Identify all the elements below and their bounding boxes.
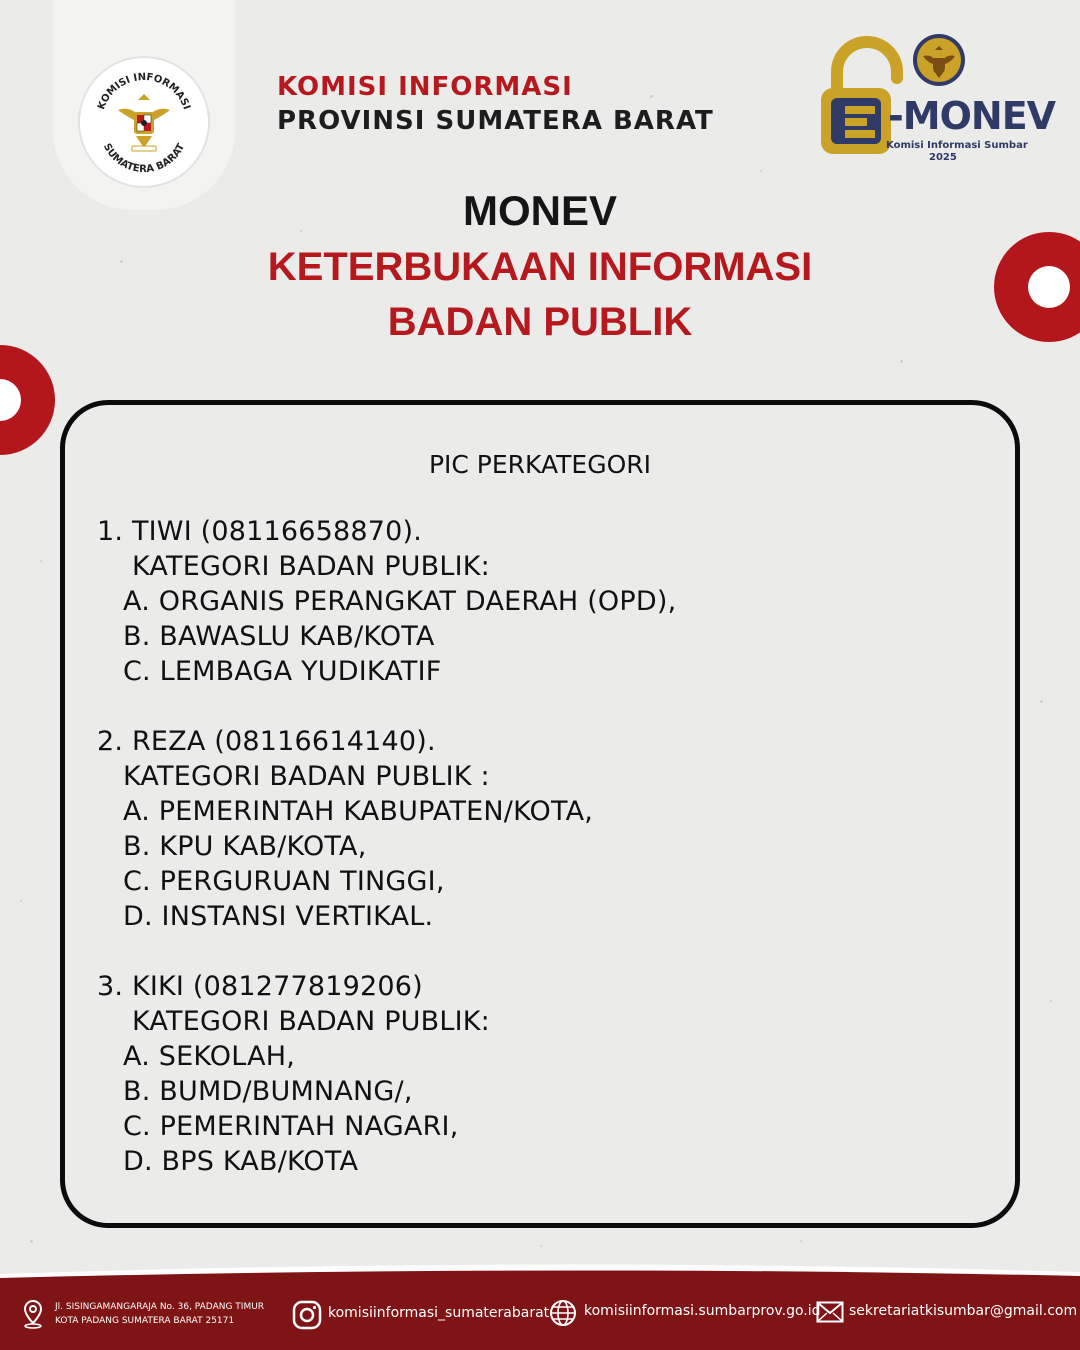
- org-name-line1: KOMISI INFORMASI: [277, 72, 573, 102]
- komisi-informasi-seal-logo: [80, 58, 208, 186]
- decorative-ring-left: [0, 345, 55, 455]
- pic-1-category-label: KATEGORI BADAN PUBLIK:: [132, 551, 490, 582]
- instagram-icon: [292, 1300, 322, 1330]
- mail-icon: [816, 1301, 844, 1323]
- e-monev-logo-subtitle: Komisi Informasi Sumbar: [886, 140, 1028, 151]
- org-name-line2: PROVINSI SUMATERA BARAT: [277, 106, 714, 136]
- pic-2-item-d: D. INSTANSI VERTIKAL.: [123, 901, 434, 932]
- pic-3-category-label: KATEGORI BADAN PUBLIK:: [132, 1006, 490, 1037]
- pic-2-item-b: B. KPU KAB/KOTA,: [123, 831, 367, 862]
- pic-2-category-label: KATEGORI BADAN PUBLIK :: [123, 761, 490, 792]
- garuda-emblem-icon: [80, 58, 208, 186]
- pic-3-item-d: D. BPS KAB/KOTA: [123, 1146, 359, 1177]
- pic-3-item-a: A. SEKOLAH,: [123, 1041, 296, 1072]
- pic-1-item-a: A. ORGANIS PERANGKAT DAERAH (OPD),: [123, 586, 677, 617]
- page-title-keterbukaan: KETERBUKAAN INFORMASI: [267, 245, 813, 289]
- svg-text:SUMATERA BARAT: SUMATERA BARAT: [100, 141, 188, 176]
- e-monev-logo-title: -MONEV: [888, 94, 1056, 138]
- e-monev-logo-year: 2025: [929, 152, 957, 163]
- pic-1-item-c: C. LEMBAGA YUDIKATIF: [123, 656, 442, 687]
- footer-instagram-handle[interactable]: komisiinformasi_sumaterabarat: [328, 1305, 550, 1321]
- pic-3-item-c: C. PEMERINTAH NAGARI,: [123, 1111, 459, 1142]
- pic-3-item-b: B. BUMD/BUMNANG/,: [123, 1076, 413, 1107]
- pic-2-item-c: C. PERGURUAN TINGGI,: [123, 866, 445, 897]
- footer-address-line2: KOTA PADANG SUMATERA BARAT 25171: [55, 1316, 235, 1326]
- footer-website[interactable]: komisiinformasi.sumbarprov.go.id: [584, 1303, 821, 1319]
- footer-address-line1: Jl. SISINGAMANGARAJA No. 36, PADANG TIMUR: [55, 1302, 265, 1312]
- page-title-monev: MONEV: [462, 187, 617, 234]
- card-heading: PIC PERKATEGORI: [428, 450, 652, 479]
- pic-2-item-a: A. PEMERINTAH KABUPATEN/KOTA,: [123, 796, 594, 827]
- pic-3-name: 3. KIKI (081277819206): [97, 971, 423, 1002]
- footer-email[interactable]: sekretariatkisumbar@gmail.com: [849, 1303, 1078, 1319]
- pic-2-name: 2. REZA (08116614140).: [97, 726, 436, 757]
- globe-icon: [548, 1298, 578, 1328]
- location-icon: [22, 1299, 44, 1329]
- pic-1-name: 1. TIWI (08116658870).: [97, 516, 423, 547]
- pic-1-item-b: B. BAWASLU KAB/KOTA: [123, 621, 435, 652]
- page-title-badan-publik: BADAN PUBLIK: [387, 300, 693, 344]
- svg-text:KOMISI INFORMASI: KOMISI INFORMASI: [96, 71, 192, 112]
